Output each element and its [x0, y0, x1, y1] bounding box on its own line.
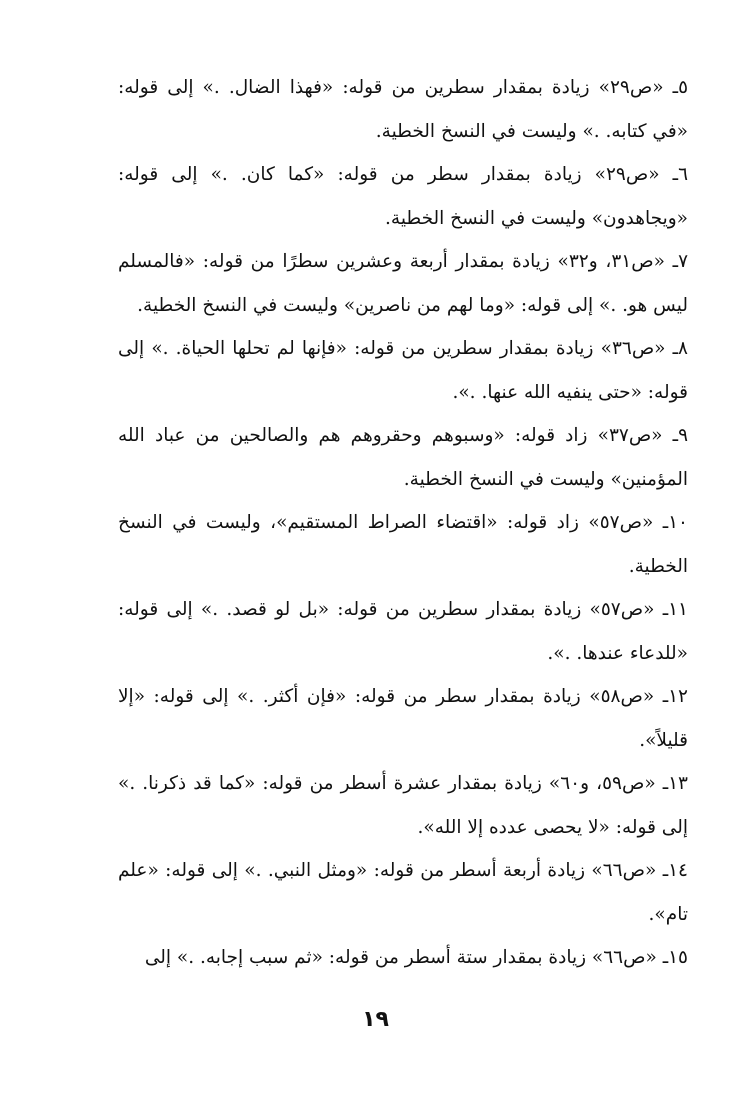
- list-item: [118, 936, 690, 980]
- list-item: [118, 153, 690, 240]
- item-number: ١٥ـ: [662, 947, 688, 968]
- item-number: ٨ـ: [672, 338, 688, 359]
- list-item: [118, 66, 690, 153]
- item-number: ٧ـ: [672, 251, 688, 272]
- list-item: [118, 501, 690, 588]
- list-item: [118, 762, 690, 849]
- item-number: ١٤ـ: [662, 860, 688, 881]
- item-text: «ص٣٧» زاد قوله: «وسبوهم وحقروهم هم والصالحين من عباد الله المؤمنين» وليست في النسخ الخطية.: [118, 425, 688, 490]
- item-number: ١٣ـ: [662, 773, 688, 794]
- list-item: [118, 327, 690, 414]
- list-item: [118, 414, 690, 501]
- list-item: [118, 588, 690, 675]
- item-text: «ص٢٩» زيادة بمقدار سطر من قوله: «كما كان. .» إلى قوله: «ويجاهدون» وليست في النسخ الخطية.: [118, 164, 688, 229]
- item-text: «ص٥٧» زيادة بمقدار سطرين من قوله: «بل لو قصد. .» إلى قوله: «للدعاء عندها. .».: [118, 599, 688, 664]
- item-text: «ص٣١، و٣٢» زيادة بمقدار أربعة وعشرين سطرًا من قوله: «فالمسلم ليس هو. .» إلى قوله: «وما لهم من ناصرين» وليست في النسخ الخطية.: [118, 251, 688, 316]
- item-number: ١١ـ: [662, 599, 688, 620]
- item-number: ٥ـ: [672, 77, 688, 98]
- item-text: «ص٥٨» زيادة بمقدار سطر من قوله: «فإن أكثر. .» إلى قوله: «إلا قليلاً».: [118, 686, 688, 751]
- item-number: ١٢ـ: [662, 686, 688, 707]
- item-number: ٩ـ: [672, 425, 688, 446]
- item-number: ١٠ـ: [662, 512, 688, 533]
- item-text: «ص٣٦» زيادة بمقدار سطرين من قوله: «فإنها لم تحلها الحياة. .» إلى قوله: «حتى ينفيه الله عنها. .».: [118, 338, 688, 403]
- item-text: «ص٢٩» زيادة بمقدار سطرين من قوله: «فهذا الضال. .» إلى قوله: «في كتابه. .» وليست في النسخ الخطية.: [118, 77, 688, 142]
- item-text: «ص٦٦» زيادة بمقدار ستة أسطر من قوله: «ثم سبب إجابه. .» إلى: [144, 947, 657, 968]
- item-text: «ص٥٧» زاد قوله: «اقتضاء الصراط المستقيم»، وليست في النسخ الخطية.: [118, 512, 688, 577]
- item-text: «ص٥٩، و٦٠» زيادة بمقدار عشرة أسطر من قوله: «كما قد ذكرنا. .» إلى قوله: «لا يحصى عدده إلا الله».: [118, 773, 688, 838]
- list-item: [118, 240, 690, 327]
- page-number: ١٩: [362, 1007, 389, 1032]
- item-number: ٦ـ: [672, 164, 688, 185]
- list-item: [118, 675, 690, 762]
- list-item: [118, 849, 690, 936]
- item-text: «ص٦٦» زيادة أربعة أسطر من قوله: «ومثل النبي. .» إلى قوله: «علم تام».: [118, 860, 688, 925]
- notes-list: [118, 66, 690, 980]
